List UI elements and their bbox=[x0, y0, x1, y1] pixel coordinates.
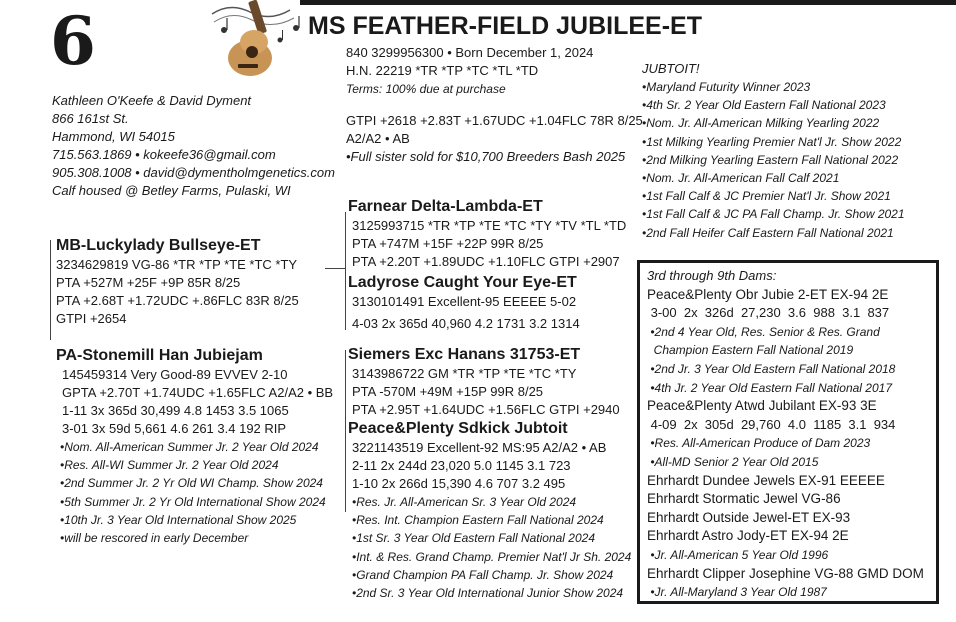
animal-hn-line: H.N. 22219 *TR *TP *TC *TL *TD bbox=[346, 63, 539, 78]
dam-sire-line: PTA -570M +49M +15P 99R 8/25 bbox=[352, 384, 544, 399]
dam-line: 3-01 3x 59d 5,661 4.6 261 3.4 192 RIP bbox=[62, 421, 287, 436]
dam-note: •will be rescored in early December bbox=[60, 531, 249, 546]
dams-box bbox=[637, 260, 939, 604]
pedigree-bracket-line bbox=[345, 350, 346, 512]
dam-sire-line: 3143986722 GM *TR *TP *TE *TC *TY bbox=[352, 366, 577, 381]
consignor-line: Calf housed @ Betley Farms, Pulaski, WI bbox=[52, 183, 291, 198]
sire-line: 3234629819 VG-86 *TR *TP *TE *TC *TY bbox=[56, 257, 298, 272]
dam-note: •2nd Summer Jr. 2 Yr Old WI Champ. Show 2024 bbox=[60, 476, 323, 491]
sire-dam-line: 4-03 2x 365d 40,960 4.2 1731 3.2 1314 bbox=[352, 316, 580, 331]
jubtoit-note: •Nom. Jr. All-American Fall Calf 2021 bbox=[642, 171, 840, 186]
pedigree-bracket-line bbox=[50, 240, 51, 340]
dam-dam-note: •2nd Sr. 3 Year Old International Junior Show 2024 bbox=[352, 586, 624, 601]
sire-dam-line: 3130101491 Excellent-95 EEEEE 5-02 bbox=[352, 294, 577, 309]
ancestor-dam-name: Peace&Plenty Atwd Jubilant EX-93 3E bbox=[647, 398, 877, 414]
ancestor-dam-note: •Jr. All-Maryland 3 Year Old 1987 bbox=[647, 585, 827, 600]
jubtoit-block bbox=[642, 60, 905, 242]
lot-number: 6 bbox=[50, 2, 94, 80]
lot-title: MS FEATHER-FIELD JUBILEE-ET bbox=[308, 12, 702, 40]
guitar-music-icon bbox=[210, 0, 310, 80]
sire-dam-name: Ladyrose Caught Your Eye-ET bbox=[348, 274, 577, 291]
jubtoit-note: •2nd Fall Heifer Calf Eastern Fall National 2021 bbox=[642, 225, 894, 240]
sire-sire-line: 3125993715 *TR *TP *TE *TC *TY *TV *TL *TD bbox=[352, 218, 627, 233]
ancestor-dam-note: •2nd 4 Year Old, Res. Senior & Res. Grand bbox=[647, 324, 880, 339]
ancestor-dam-name: Ehrhardt Stormatic Jewel VG-86 bbox=[647, 491, 841, 507]
dam-dam-note: •Grand Champion PA Fall Champ. Jr. Show 2024 bbox=[352, 567, 614, 582]
dam-sire-name: Siemers Exc Hanans 31753-ET bbox=[348, 346, 581, 363]
dam-dam-note: •1st Sr. 3 Year Old Eastern Fall National 2024 bbox=[352, 531, 595, 546]
dam-dam-note: •Int. & Res. Grand Champ. Premier Nat'l Jr Sh. 2024 bbox=[352, 549, 632, 564]
jubtoit-note: •1st Fall Calf & JC Premier Nat'l Jr. Show 2021 bbox=[642, 189, 891, 204]
dam-dam-note: •Res. Int. Champion Eastern Fall National 2024 bbox=[352, 513, 604, 528]
sire-sire-line: PTA +2.20T +1.89UDC +1.10FLC GTPI +2907 bbox=[352, 254, 620, 269]
dam-dam-note: •Res. Jr. All-American Sr. 3 Year Old 2024 bbox=[352, 495, 577, 509]
jubtoit-note: •1st Milking Yearling Premier Nat'l Jr. Show 2022 bbox=[642, 134, 902, 149]
jubtoit-note: •4th Sr. 2 Year Old Eastern Fall National 2023 bbox=[642, 98, 886, 113]
dam-dam-line: 1-10 2x 266d 15,390 4.6 707 3.2 495 bbox=[352, 476, 566, 491]
jubtoit-note: •Maryland Futurity Winner 2023 bbox=[642, 80, 811, 94]
dam-note: •10th Jr. 3 Year Old International Show 2025 bbox=[60, 512, 297, 527]
dam-name: PA-Stonemill Han Jubiejam bbox=[56, 347, 263, 364]
dam-line: 1-11 3x 365d 30,499 4.8 1453 3.5 1065 bbox=[62, 403, 289, 418]
dam-sire-block bbox=[348, 345, 620, 419]
jubtoit-note: •1st Fall Calf & JC PA Fall Champ. Jr. Show 2021 bbox=[642, 207, 905, 222]
ancestor-dam-note: •2nd Jr. 3 Year Old Eastern Fall National 2018 bbox=[647, 361, 896, 376]
sire-line: PTA +527M +25F +9P 85R 8/25 bbox=[56, 275, 241, 290]
ancestor-dam-name: Ehrhardt Dundee Jewels EX-91 EEEEE bbox=[647, 472, 885, 488]
ancestor-dam-note: Champion Eastern Fall National 2019 bbox=[647, 343, 854, 358]
dam-dam-line: 2-11 2x 244d 23,020 5.0 1145 3.1 723 bbox=[352, 458, 571, 473]
animal-note: •Full sister sold for $10,700 Breeders Bash 2025 bbox=[346, 149, 626, 164]
ancestor-dam-name: Ehrhardt Clipper Josephine VG-88 GMD DOM bbox=[647, 565, 924, 581]
consignor-line: 715.563.1869 • kokeefe36@gmail.com bbox=[52, 147, 276, 162]
ancestor-dam-note: •Jr. All-American 5 Year Old 1996 bbox=[647, 547, 829, 562]
top-rule bbox=[300, 0, 956, 5]
dam-dam-line: 3221143519 Excellent-92 MS:95 A2/A2 • AB bbox=[352, 440, 607, 455]
dam-dam-name: Peace&Plenty Sdkick Jubtoit bbox=[348, 420, 568, 437]
ancestor-dam-record: 3-00 2x 326d 27,230 3.6 988 3.1 837 bbox=[647, 305, 890, 321]
sire-line: PTA +2.68T +1.72UDC +.86FLC 83R 8/25 bbox=[56, 293, 299, 308]
ancestor-dam-record: 4-09 2x 305d 29,760 4.0 1185 3.1 934 bbox=[647, 416, 896, 432]
pedigree-bracket-line bbox=[325, 268, 345, 269]
pedigree-bracket-line bbox=[345, 212, 346, 330]
sire-sire-block bbox=[348, 197, 626, 271]
sire-sire-name: Farnear Delta-Lambda-ET bbox=[348, 198, 543, 215]
dams-box-header: 3rd through 9th Dams: bbox=[647, 268, 777, 283]
animal-info bbox=[346, 44, 643, 166]
ancestor-dam-name: Peace&Plenty Obr Jubie 2-ET EX-94 2E bbox=[647, 286, 889, 302]
animal-gtpi: GTPI +2618 +2.83T +1.67UDC +1.04FLC 78R 8/25 bbox=[346, 113, 643, 128]
consignor-line: Kathleen O'Keefe & David Dyment bbox=[52, 93, 252, 108]
ancestor-dam-name: Ehrhardt Astro Jody-ET EX-94 2E bbox=[647, 528, 849, 544]
jubtoit-header: JUBTOIT! bbox=[642, 61, 700, 76]
dam-sire-line: PTA +2.95T +1.64UDC +1.56FLC GTPI +2940 bbox=[352, 402, 620, 417]
dam-note: •Res. All-WI Summer Jr. 2 Year Old 2024 bbox=[60, 458, 279, 473]
consignor-info bbox=[52, 92, 335, 200]
jubtoit-note: •Nom. Jr. All-American Milking Yearling 2022 bbox=[642, 116, 880, 131]
ancestor-dam-name: Ehrhardt Outside Jewel-ET EX-93 bbox=[647, 509, 851, 525]
terms: Terms: 100% due at purchase bbox=[346, 82, 506, 96]
dam-line: 145459314 Very Good-89 EVVEV 2-10 bbox=[62, 367, 288, 382]
dam-block bbox=[56, 346, 333, 547]
consignor-line: Hammond, WI 54015 bbox=[52, 129, 175, 144]
dam-note: •Nom. All-American Summer Jr. 2 Year Old 2024 bbox=[60, 440, 319, 454]
sire-line: GTPI +2654 bbox=[56, 311, 127, 326]
consignor-line: 866 161st St. bbox=[52, 111, 129, 126]
sire-block bbox=[56, 236, 299, 328]
animal-a2: A2/A2 • AB bbox=[346, 131, 410, 146]
animal-reg-line: 840 3299956300 • Born December 1, 2024 bbox=[346, 45, 594, 60]
ancestor-dam-note: •Res. All-American Produce of Dam 2023 bbox=[647, 436, 871, 451]
sire-dam-block bbox=[348, 273, 580, 333]
ancestor-dam-note: •4th Jr. 2 Year Old Eastern Fall National 2017 bbox=[647, 380, 893, 395]
sire-name: MB-Luckylady Bullseye-ET bbox=[56, 237, 261, 254]
dams-box-lines bbox=[647, 286, 924, 602]
sire-sire-line: PTA +747M +15F +22P 99R 8/25 bbox=[352, 236, 544, 251]
dam-dam-block bbox=[348, 419, 631, 602]
ancestor-dam-note: •All-MD Senior 2 Year Old 2015 bbox=[647, 454, 819, 469]
dam-line: GPTA +2.70T +1.74UDC +1.65FLC A2/A2 • BB bbox=[62, 385, 334, 400]
dam-note: •5th Summer Jr. 2 Yr Old International Show 2024 bbox=[60, 494, 326, 509]
consignor-line: 905.308.1008 • david@dymentholmgenetics.com bbox=[52, 165, 335, 180]
jubtoit-note: •2nd Milking Yearling Eastern Fall National 2022 bbox=[642, 152, 899, 167]
